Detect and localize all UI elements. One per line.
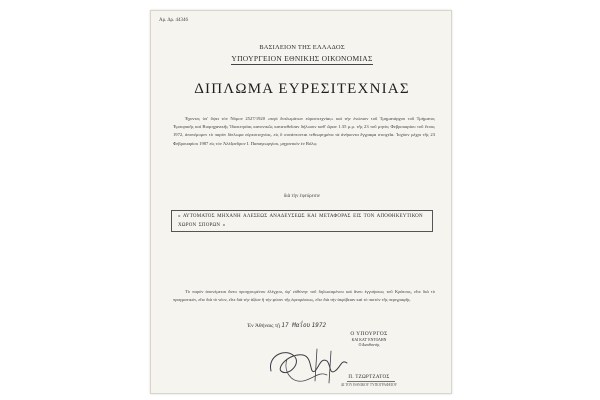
date-line xyxy=(247,322,326,329)
signer-name: Π. ΤΖΩΡΤΖΑΤΟΣ xyxy=(348,375,390,380)
date-year: 1972 xyxy=(311,322,327,329)
disclaimer-paragraph: Τὸ παρὸν ἀπονέμεται ἄνευ προηγουμένου ἐλέγχου, ὑφ' εὐθύνην τοῦ δηλωσαμένου καὶ ἄνευ ἐγγυήσεως τοῦ Κράτους, εἴτε διὰ τὸ πραγματικόν, εἴτε διὰ τὸ νέον, εἴτε διὰ τὴν ἀξίαν ἢ τὴν φύσιν τῆς ἐφευρέσεως, εἴτε διὰ τὴν ἀκρίβειαν καὶ τὸ πιστὸν τῆς περιγραφῆς. xyxy=(173,289,435,302)
signer-office: ΔΙ ΤΟΥ ΕΘΝΙΚΟΥ ΤΥΠΟΓΡΑΦΕΙΟΥ xyxy=(340,383,398,387)
date-place: Ἐν Ἀθήναις τῇ xyxy=(247,323,280,329)
ministry-heading-text: ΥΠΟΥΡΓΕΙΟΝ ΕΘΝΙΚΗΣ ΟΙΚΟΝΟΜΙΑΣ xyxy=(231,54,373,63)
signature-rule xyxy=(347,381,395,382)
invention-title-box xyxy=(171,210,433,232)
seal-title: Ο ΥΠΟΥΡΓΟΣ xyxy=(350,331,388,337)
patent-diploma-page xyxy=(150,10,452,394)
invention-title: « ΑΥΤΟΜΑΤΟΣ ΜΗΧΑΝΗ ΑΛΕΣΕΩΣ ΑΝΑΔΕΥΣΕΩΣ ΚΑΙ ΜΕΤΑΦΟΡΑΣ ΕΙΣ ΤΟΝ ΑΠΟΘΗΚΕΥΤΙΚΟΝ ΧΩΡΟΝ ΣΠΟΡΩΝ » xyxy=(178,214,423,228)
seal-subtitle: ΚΑΙ ΚΑΤ' ΕΝΤΟΛΗΝ xyxy=(351,338,387,342)
seal-subtitle-2: Ο Διευθυντής xyxy=(358,343,380,347)
body-paragraph: Έχοντες ὑπ' ὄψει τὸν Νόμον 2527/1920 «περὶ διπλωμάτων εὐρεσιτεχνίας» καὶ τὴν ἐνώπιον τοῦ Τμηματάρχου τοῦ Τμήματος Ἐμπορικῆς καὶ Βιομηχανικῆς Ἰδιοκτησίας κανονικῶς κατατεθεῖσαν δήλωσιν καθ' ὥραν 1.35 μ.μ. τῆς 23 τοῦ μηνὸς Φεβρουαρίου τοῦ ἔτους 1972, ἀπονέμομεν τὸ παρὸν δίπλωμα εὐρεσιτεχνίας, εἰς ὃ συνάπτονται τεθεωρημένα τὰ ἀνήκοντα ἔγγραφα στοιχεῖα. Ἰσχύον μέχρι τῆς 23 Φεβρουαρίου 1987 εἰς τὸν Ἀλέξανδρον Ι. Παπαγεωργίου, μηχανικὸν ἐν Βόλῳ xyxy=(173,116,435,146)
for-invention-label: διὰ τὴν ἐφεύρεσιν xyxy=(283,194,321,199)
registry-number: Αρ. Δρ. 44346 xyxy=(159,18,189,23)
date-day-month: 17 Μαΐου xyxy=(281,322,311,329)
document-title: ΔΙΠΛΩΜΑ ΕΥΡΕΣΙΤΕΧΝΙΑΣ xyxy=(194,81,410,97)
ministry-heading xyxy=(151,54,452,63)
kingdom-heading: ΒΑΣΙΛΕΙΟΝ ΤΗΣ ΕΛΛΑΔΟΣ xyxy=(259,44,345,51)
